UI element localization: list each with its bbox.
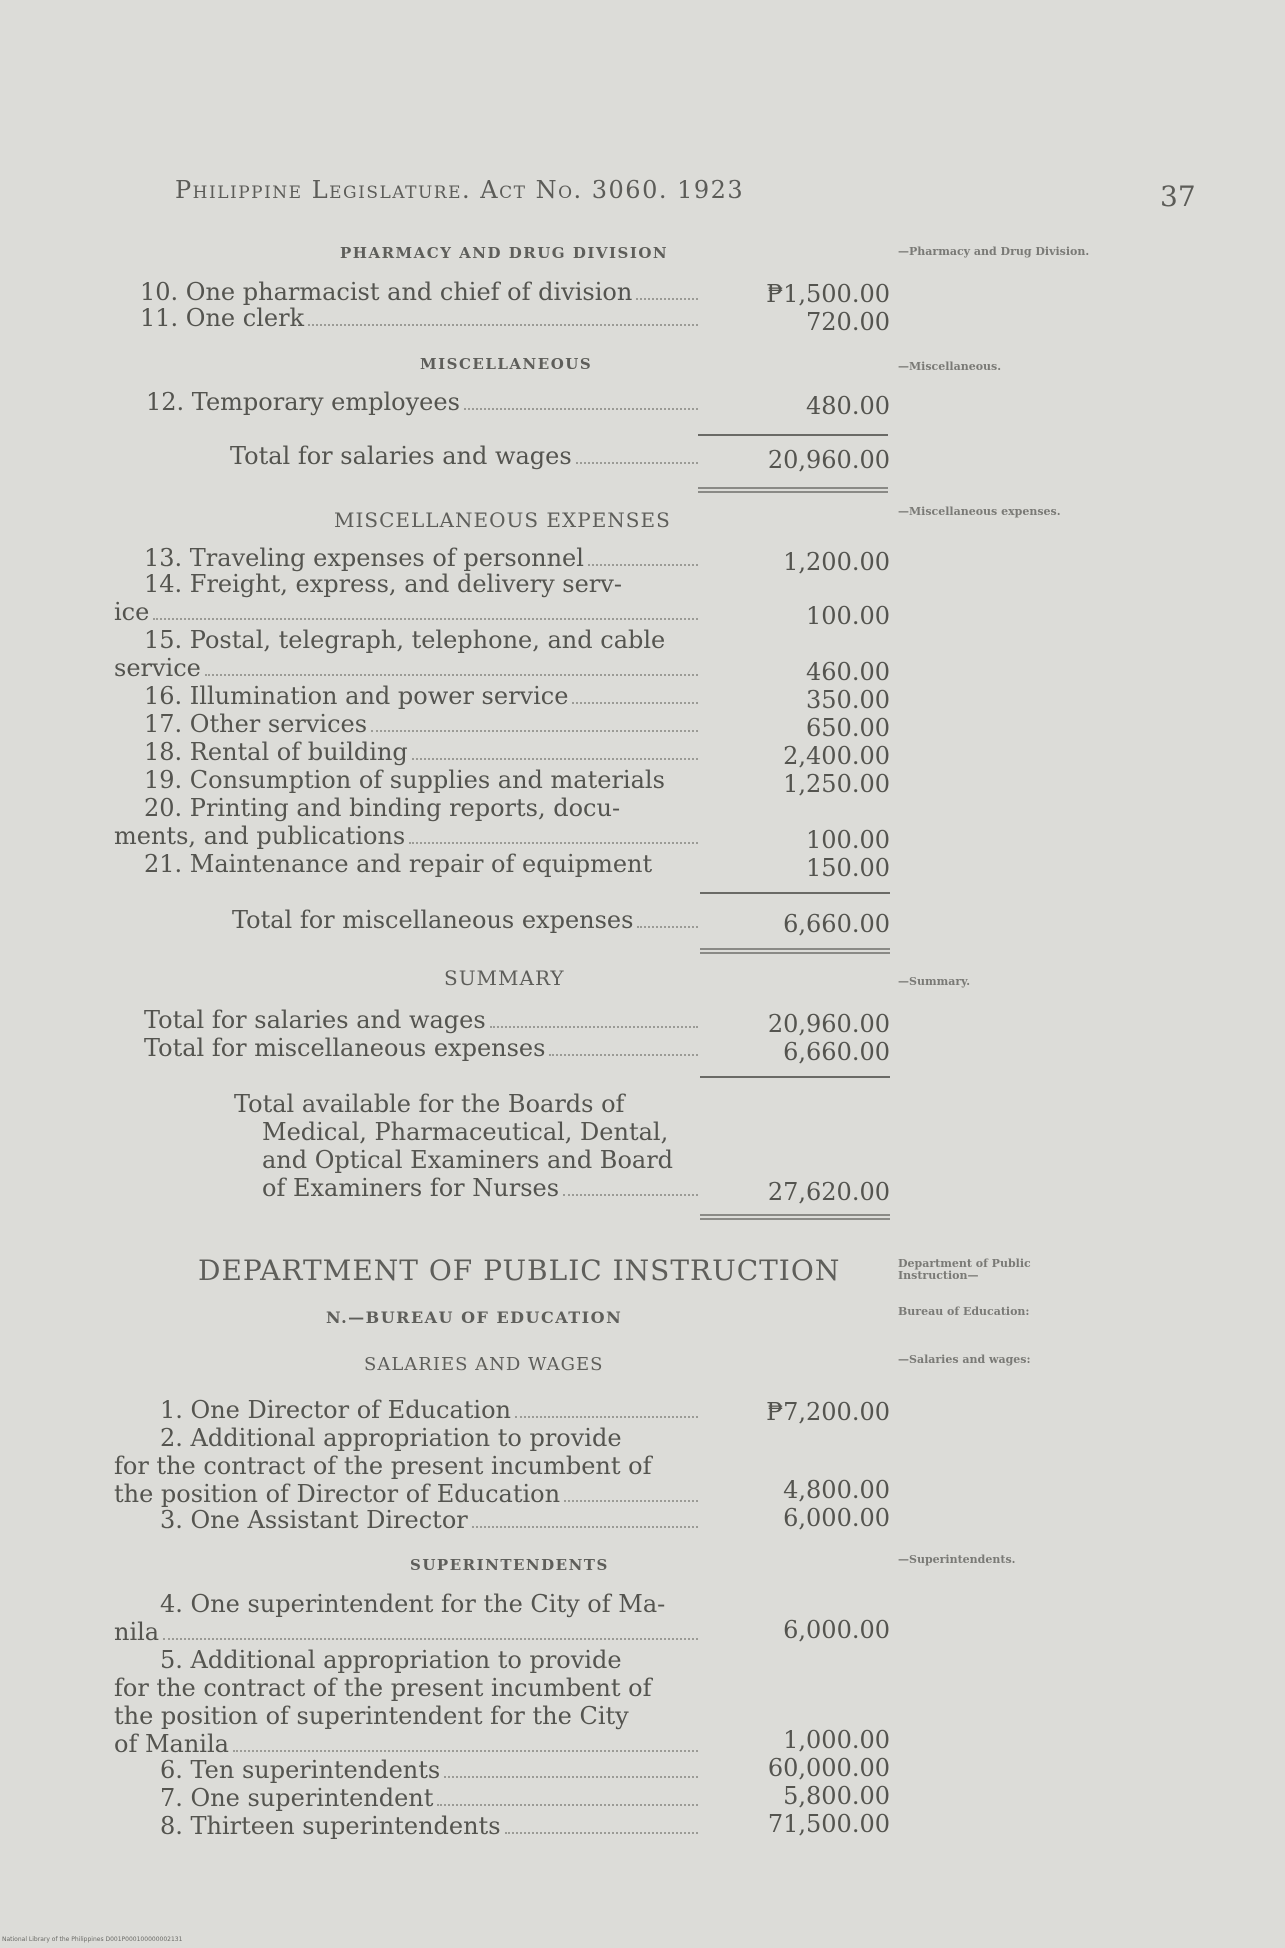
line-amount: 1,000.00 <box>783 1726 890 1754</box>
line-item: ments, and publications <box>114 822 700 850</box>
line-item: 2. Additional appropriation to provide <box>160 1424 622 1452</box>
line-amount: 350.00 <box>806 686 890 714</box>
line-item: 10. One pharmacist and chief of division <box>140 278 700 306</box>
line-item: 11. One clerk <box>140 304 700 332</box>
line-amount: 2,400.00 <box>783 742 890 770</box>
line-amount: 1,250.00 <box>783 770 890 798</box>
grand-total-line: of Examiners for Nurses <box>262 1174 700 1202</box>
double-rule <box>700 948 890 954</box>
margin-note-department: Department of Public Instruction— <box>898 1257 1031 1282</box>
line-item: 5. Additional appropriation to provide <box>160 1646 622 1674</box>
margin-note-salaries: —Salaries and wages: <box>898 1353 1031 1366</box>
line-item: for the contract of the present incumbent of <box>114 1674 652 1702</box>
section-heading-misc: MISCELLANEOUS <box>420 355 593 373</box>
line-item: 19. Consumption of supplies and materials <box>144 766 665 794</box>
line-amount: 100.00 <box>806 826 890 854</box>
line-item: 21. Maintenance and repair of equipment <box>144 850 653 878</box>
line-amount: 1,200.00 <box>783 548 890 576</box>
line-amount: 6,660.00 <box>783 1038 890 1066</box>
line-item: 16. Illumination and power service <box>144 682 700 710</box>
double-rule <box>698 487 888 493</box>
sum-rule <box>700 892 890 894</box>
double-rule <box>700 1214 890 1220</box>
line-amount: 650.00 <box>806 714 890 742</box>
line-amount: 460.00 <box>806 658 890 686</box>
page-number: 37 <box>1160 180 1196 213</box>
salaries-heading: SALARIES AND WAGES <box>364 1354 604 1375</box>
line-amount: 150.00 <box>806 854 890 882</box>
line-amount: 100.00 <box>806 602 890 630</box>
margin-note-bureau: Bureau of Education: <box>898 1305 1030 1318</box>
sum-rule <box>700 1076 890 1078</box>
scan-credit: National Library of the Philippines D001P000100000002131 <box>2 1936 183 1943</box>
grand-total-line: Medical, Pharmaceutical, Dental, <box>262 1118 669 1146</box>
line-amount: 480.00 <box>806 392 890 420</box>
margin-note-pharmacy: —Pharmacy and Drug Division. <box>898 245 1090 258</box>
section-heading-misc-expenses: MISCELLANEOUS EXPENSES <box>334 508 671 532</box>
line-amount: 4,800.00 <box>783 1476 890 1504</box>
line-item: service <box>114 654 700 682</box>
section-heading-superintendents: SUPERINTENDENTS <box>410 1556 609 1574</box>
line-item: 8. Thirteen superintendents <box>160 1812 700 1840</box>
line-item: of Manila <box>114 1730 700 1758</box>
total-line: Total for salaries and wages <box>230 442 700 470</box>
line-item: 20. Printing and binding reports, docu- <box>144 794 621 822</box>
line-amount: 20,960.00 <box>767 1010 890 1038</box>
line-amount: 60,000.00 <box>767 1754 890 1782</box>
margin-note-superintendents: —Superintendents. <box>898 1553 1016 1566</box>
line-item: the position of superintendent for the City <box>114 1702 629 1730</box>
line-item: 15. Postal, telegraph, telephone, and cable <box>144 626 666 654</box>
margin-note-summary: —Summary. <box>898 975 971 988</box>
line-amount: 5,800.00 <box>783 1782 890 1810</box>
line-item: Total for miscellaneous expenses <box>144 1034 700 1062</box>
line-item: ice <box>114 598 700 626</box>
section-heading-pharmacy: PHARMACY AND DRUG DIVISION <box>340 244 669 262</box>
grand-total-line: and Optical Examiners and Board <box>262 1146 674 1174</box>
total-amount: 20,960.00 <box>767 446 890 474</box>
line-item: 6. Ten superintendents <box>160 1756 700 1784</box>
running-header: Philippine Legislature. Act No. 3060. 1923 <box>175 176 745 204</box>
line-amount: 6,000.00 <box>783 1616 890 1644</box>
bureau-heading: N.—BUREAU OF EDUCATION <box>326 1308 623 1327</box>
margin-note-misc: —Miscellaneous. <box>898 360 1002 373</box>
line-item: 1. One Director of Education <box>160 1396 700 1424</box>
line-item: 14. Freight, express, and delivery serv- <box>144 570 622 598</box>
line-item: 12. Temporary employees <box>146 388 700 416</box>
line-item: 3. One Assistant Director <box>160 1506 700 1534</box>
margin-note-misc-expenses: —Miscellaneous expenses. <box>898 505 1061 518</box>
line-item: 17. Other services <box>144 710 700 738</box>
grand-total-line: Total available for the Boards of <box>234 1090 625 1118</box>
total-line: Total for miscellaneous expenses <box>232 906 700 934</box>
line-item: 4. One superintendent for the City of Ma- <box>160 1590 666 1618</box>
line-item: for the contract of the present incumbent of <box>114 1452 652 1480</box>
line-item: Total for salaries and wages <box>144 1006 700 1034</box>
sum-rule <box>698 434 888 436</box>
line-amount: 71,500.00 <box>767 1810 890 1838</box>
line-item: 13. Traveling expenses of personnel <box>144 544 700 572</box>
grand-total-amount: 27,620.00 <box>767 1178 890 1206</box>
line-amount: 720.00 <box>806 308 890 336</box>
total-amount: 6,660.00 <box>783 910 890 938</box>
line-amount: ₱1,500.00 <box>766 280 890 308</box>
line-item: the position of Director of Education <box>114 1480 700 1508</box>
department-heading: DEPARTMENT OF PUBLIC INSTRUCTION <box>198 1254 841 1287</box>
line-item: nila <box>114 1618 700 1646</box>
line-amount: ₱7,200.00 <box>766 1398 890 1426</box>
line-amount: 6,000.00 <box>783 1504 890 1532</box>
line-item: 7. One superintendent <box>160 1784 700 1812</box>
line-item: 18. Rental of building <box>144 738 700 766</box>
section-heading-summary: SUMMARY <box>444 966 565 990</box>
